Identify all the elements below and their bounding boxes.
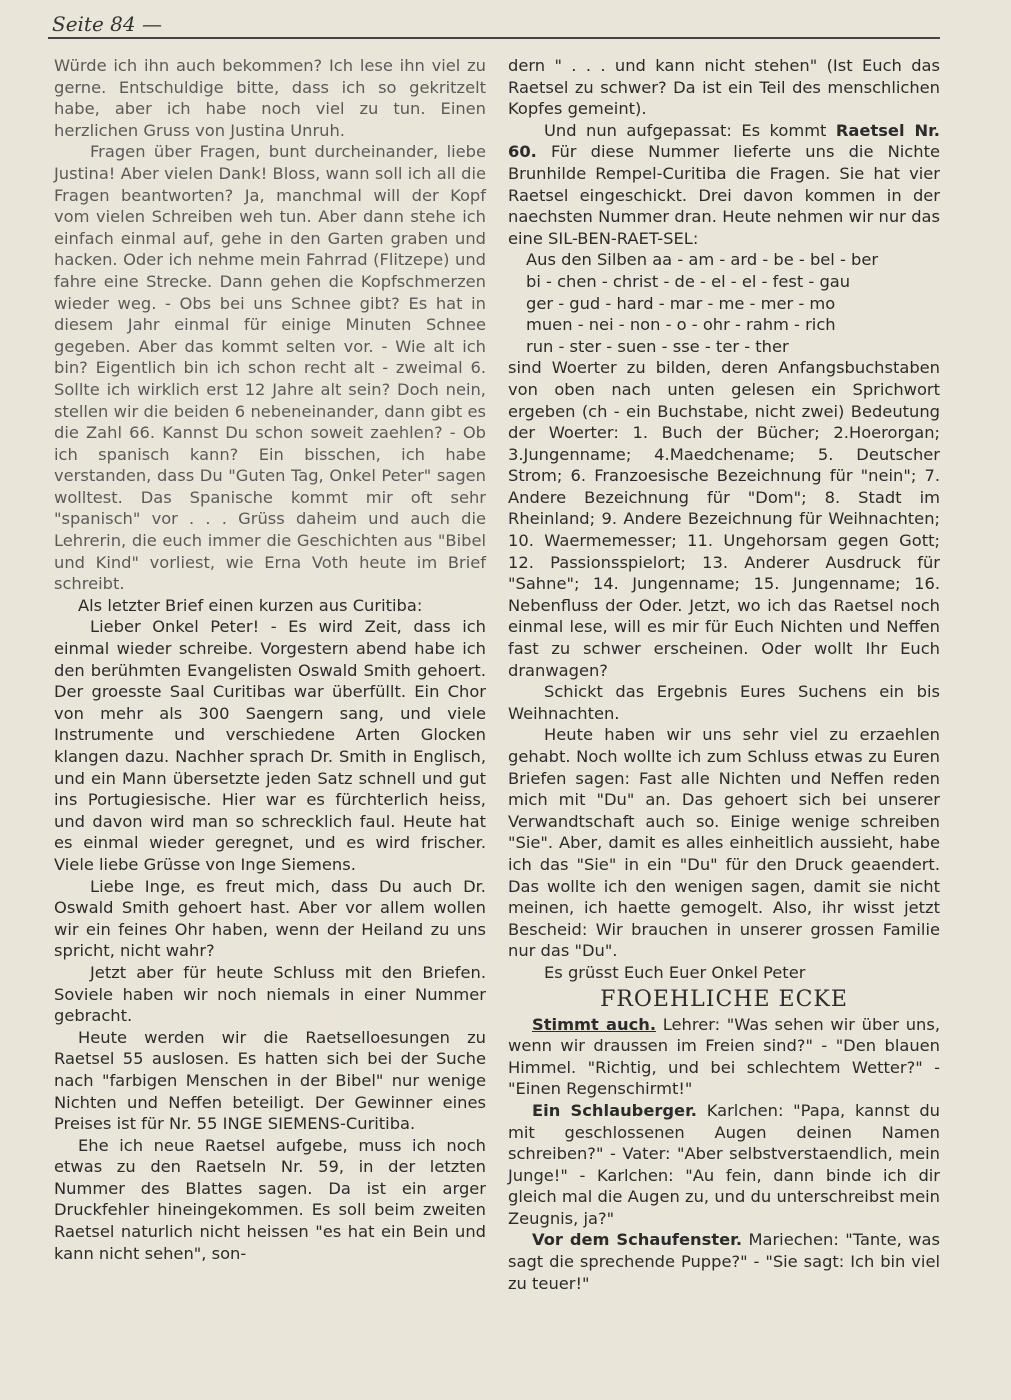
joke-text: Karlchen: "Papa, kannst du mit geschlossenen Augen deinen Namen schreiben?" - Vater: "Aber selbstverstaendlich, mein Junge!" - Karlchen: "Au fein, dann binde ich dir gleich mal die Augen zu, und du unterschreibst mein Zeugnis, ja?" (508, 1100, 940, 1228)
joke-text: Lehrer: "Was sehen wir über uns, wenn wir draussen im Freien sind?" - "Den blauen Himmel. "Richtig, und bei schlechtem Wetter?" - "Einen Regenschirmt!" (508, 1014, 940, 1099)
joke (508, 1100, 940, 1230)
joke (508, 1014, 940, 1100)
paragraph: Jetzt aber für heute Schluss mit den Briefen. Soviele haben wir noch niemals in einer Nummer gebracht. (54, 962, 486, 1026)
joke (508, 1229, 940, 1294)
left-column (54, 55, 486, 1264)
signature-line: Es grüsst Euch Euer Onkel Peter (544, 962, 806, 982)
paragraph: Würde ich ihn auch bekommen? Ich lese ihn viel zu gerne. Entschuldige bitte, dass ich so gekritzelt habe, aber ich habe noch viel zu tun. Einen herzlichen Gruss von Justina Unruh. (54, 56, 486, 140)
paragraph: Schickt das Ergebnis Eures Suchens ein bis Weihnachten. (508, 682, 940, 723)
syllable-line: Aus den Silben aa - am - ard - be - bel - ber (526, 250, 879, 270)
paragraph: Als letzter Brief einen kurzen aus Curitiba: (78, 595, 423, 615)
syllable-line: ger - gud - hard - mar - me - mer - mo (526, 293, 836, 313)
joke-text: Mariechen: "Tante, was sagt die sprechende Puppe?" - "Sie sagt: Ich bin viel zu teuer!" (508, 1230, 940, 1293)
page-number-header: Seite 84 — (52, 12, 162, 36)
section-title: FROEHLICHE ECKE (600, 986, 848, 1012)
paragraph: Liebe Inge, es freut mich, dass Du auch Dr. Oswald Smith gehoert hast. Aber vor allem wollen wir ein feines Ohr haben, wenn der Heiland zu uns spricht, nicht wahr? (54, 876, 486, 961)
paragraph: sind Woerter zu bilden, deren Anfangsbuchstaben von oben nach unten gelesen ein Sprichwort ergeben (ch - ein Buchstabe, nicht zwei) Bedeutung der Woerter: 1. Buch der Bücher; 2.Hoerorgan; 3.Jungenname; 4.Maedchename; 5. Deutscher Strom; 6. Franzoesische Bezeichnung für "nein"; 7. Andere Bezeichnung für "Dom"; 8. Stadt im Rheinland; 9. Andere Bezeichnung für Weihnachten; 10. Waermemesser; 11. Ungehorsam gegen Gott; 12. Passionsspielort; 13. Anderer Ausdruck für "Sahne"; 14. Jungenname; 15. Jungenname; 16. Nebenfluss der Oder. Jetzt, wo ich das Raetsel noch einmal lese, will es mir für Euch Nichten und Neffen fast zu schwer erscheinen. Oder wollt Ihr Euch dranwagen? (508, 358, 940, 680)
letter-paragraph: Lieber Onkel Peter! - Es wird Zeit, dass ich einmal wieder schreibe. Vorgestern abend habe ich den berühmten Evangelisten Oswald Smith gehoert. Der groesste Saal Curitibas war überfüllt. Ein Chor von mehr als 300 Saengern sang, und viele Instrumente und verschiedene Arten Glocken klangen dazu. Nachher sprach Dr. Smith in Englisch, und ein Mann übersetzte jeden Satz schnell und gut ins Portugiesische. Hier war es fürchterlich heiss, und davon wird man so schrecklich faul. Heute hat es einmal wieder geregnet, und es wird frischer. Viele liebe Grüsse von Inge Siemens. (54, 617, 486, 874)
text-run: Und nun aufgepassat: Es kommt (544, 120, 827, 140)
text-run: Für diese Nummer lieferte uns die Nichte Brunhilde Rempel-Curitiba die Fragen. Sie hat vier Raetsel eingeschickt. Drei davon kommen in der naechsten Nummer dran. Heute nehmen wir nur das eine SIL-BEN-RAET-SEL: (508, 142, 940, 248)
joke-title: Ein Schlauberger. (532, 1100, 697, 1120)
paragraph: Fragen über Fragen, bunt durcheinander, liebe Justina! Aber vielen Dank! Bloss, wann soll ich all die Fragen beantworten? Ja, manchmal will der Kopf vom vielen Schreiben weh tun. Aber dann stehe ich einfach einmal auf, gehe in den Garten graben und hacken. Oder ich nehme mein Fahrrad (Flitzepe) und fahre eine Strecke. Dann gehen die Kopfschmerzen wieder weg. - Obs bei uns Schnee gibt? Es hat in diesem Jahr einmal für einige Minuten Schnee gegeben. Aber das kommt selten vor. - Wie alt ich bin? Eigentlich bin ich schon recht alt - zweimal 6. Sollte ich wirklich erst 12 Jahre alt sein? Doch nein, stellen wir die beiden 6 nebeneinander, dann gibt es die Zahl 66. Kannst Du schon soweit zaehlen? - Ob ich spanisch kann? Ein bisschen, ich habe verstanden, dass Du "Guten Tag, Onkel Peter" sagen wolltest. Das Spanische kommt mir oft sehr "spanisch" vor . . . Grüss daheim und auch die Lehrerin, die euch immer die Geschichten aus "Bibel und Kind" vorliest, wie Erna Voth heute im Brief schreibt. (54, 142, 486, 594)
joke-title: Vor dem Schaufenster. (532, 1230, 743, 1250)
syllable-line: muen - nei - non - o - ohr - rahm - rich (526, 315, 836, 335)
paragraph: Heute werden wir die Raetselloesungen zu Raetsel 55 auslosen. Es hatten sich bei der Suche nach "farbigen Menschen in der Bibel" nur wenige Nichten und Neffen beteiligt. Der Gewinner eines Preises ist für Nr. 55 INGE SIEMENS-Curitiba. (54, 1027, 486, 1134)
paragraph: Heute haben wir uns sehr viel zu erzaehlen gehabt. Noch wollte ich zum Schluss etwas zu Euren Briefen sagen: Fast alle Nichten und Neffen reden mich mit "Du" an. Das gehoert sich bei unserer Verwandtschaft auch so. Einige wenige schreiben "Sie". Aber, damit es alles einheitlich aussieht, habe ich das "Sie" in ein "Du" für den Druck geaendert. Das wollte ich den wenigen sagen, damit sie nicht meinen, ich haette gemogelt. Also, ihr wisst jetzt Bescheid: Wir brauchen in unserer grossen Familie nur das "Du". (508, 725, 940, 961)
paragraph: dern " . . . und kann nicht stehen" (Ist Euch das Raetsel zu schwer? Da ist ein Teil des menschlichen Kopfes gemeint). (508, 56, 940, 119)
joke-title: Stimmt auch. (532, 1014, 657, 1034)
paragraph: Ehe ich neue Raetsel aufgebe, muss ich noch etwas zu den Raetseln Nr. 59, in der letzten Nummer des Blattes sagen. Da ist ein arger Druckfehler hineingekommen. Es soll beim zweiten Raetsel naturlich nicht heissen "es hat ein Bein und kann nicht sehen", son- (54, 1135, 486, 1263)
syllable-line: run - ster - suen - sse - ter - ther (526, 336, 789, 356)
puzzle-number: Raetsel Nr. 60. (508, 120, 940, 162)
right-column (508, 55, 940, 1294)
header-rule (48, 37, 940, 39)
syllable-line: bi - chen - christ - de - el - el - fest - gau (526, 271, 851, 291)
paragraph (508, 120, 940, 250)
